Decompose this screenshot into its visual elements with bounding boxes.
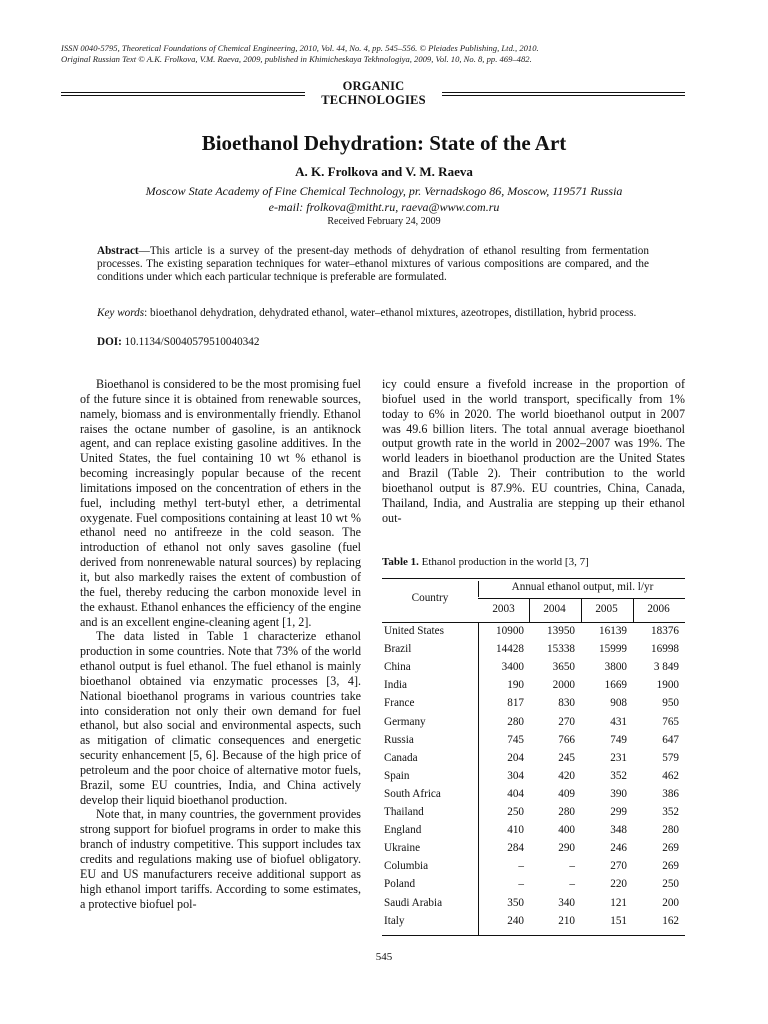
country-cell: France bbox=[384, 697, 415, 710]
table-row bbox=[382, 679, 685, 697]
value-cell: 16139 bbox=[599, 625, 627, 637]
value-cell: 404 bbox=[507, 787, 524, 800]
value-cell: 299 bbox=[610, 806, 627, 818]
section-header bbox=[61, 79, 685, 109]
section-title-line1: ORGANIC bbox=[342, 79, 405, 93]
value-cell: 204 bbox=[507, 751, 524, 764]
table-row bbox=[382, 860, 685, 878]
issn-line: ISSN 0040-5795, Theoretical Foundations of Chemical Engineering, 2010, Vol. 44, No. 4, pp. 545–556. © Pleiades Publishing, Ltd., 2010. bbox=[61, 43, 539, 53]
value-cell: 352 bbox=[610, 769, 627, 782]
value-cell: 245 bbox=[558, 751, 575, 764]
value-cell: 745 bbox=[507, 733, 524, 746]
value-cell: – bbox=[569, 878, 575, 891]
table-row bbox=[382, 824, 685, 842]
country-cell: Saudi Arabia bbox=[384, 896, 443, 909]
value-cell: 3400 bbox=[501, 661, 524, 674]
value-cell: 462 bbox=[662, 769, 679, 782]
country-cell: England bbox=[384, 824, 422, 837]
country-cell: Thailand bbox=[384, 806, 424, 818]
value-cell: 13950 bbox=[547, 625, 575, 637]
abstract-text: —This article is a survey of the present-day methods of dehydration of ethanol resulting from fermentation processes. The existing separation techniques for water–ethanol mixtures of various compositions are compared, and the conditions under which each particular technique is preferable are formulated. bbox=[97, 245, 649, 283]
table-row bbox=[382, 625, 685, 643]
table-caption-text: Ethanol production in the world [3, 7] bbox=[418, 556, 589, 568]
value-cell: 431 bbox=[610, 715, 627, 728]
table-row bbox=[382, 643, 685, 661]
value-cell: 200 bbox=[662, 896, 679, 909]
value-cell: 15338 bbox=[547, 643, 575, 656]
value-cell: 765 bbox=[662, 715, 679, 728]
value-cell: 409 bbox=[558, 787, 575, 800]
country-cell: South Africa bbox=[384, 787, 441, 800]
doi bbox=[97, 336, 259, 348]
country-cell: Brazil bbox=[384, 643, 412, 656]
keywords-label: Key words bbox=[97, 307, 145, 319]
value-cell: 246 bbox=[610, 842, 627, 855]
value-cell: 210 bbox=[558, 914, 575, 927]
value-cell: 420 bbox=[558, 769, 575, 782]
value-cell: 16998 bbox=[651, 643, 679, 656]
value-cell: 3800 bbox=[604, 661, 627, 674]
country-column-divider bbox=[478, 622, 479, 935]
table-row bbox=[382, 770, 685, 788]
value-cell: 3 849 bbox=[653, 661, 679, 674]
value-cell: 579 bbox=[662, 751, 679, 764]
value-cell: – bbox=[518, 860, 524, 873]
table-row bbox=[382, 752, 685, 770]
country-cell: Poland bbox=[384, 878, 416, 891]
value-cell: 817 bbox=[507, 697, 524, 710]
value-cell: 1900 bbox=[656, 679, 679, 692]
value-cell: 270 bbox=[610, 860, 627, 873]
value-cell: 340 bbox=[558, 896, 575, 909]
country-column-header: Country bbox=[411, 592, 449, 604]
value-cell: 250 bbox=[662, 878, 679, 891]
year-header: 2005 bbox=[595, 603, 618, 615]
email-line: e-mail: frolkova@mitht.ru, raeva@www.com.ru bbox=[268, 200, 500, 214]
table-label: Table 1. bbox=[382, 556, 419, 568]
country-cell: Canada bbox=[384, 751, 418, 764]
value-cell: 284 bbox=[507, 842, 524, 855]
value-cell: 290 bbox=[558, 842, 575, 855]
value-cell: 3650 bbox=[552, 661, 575, 674]
value-cell: 908 bbox=[610, 697, 627, 710]
original-text-line: Original Russian Text © A.K. Frolkova, V.M. Raeva, 2009, published in Khimicheskaya Tekhnologiya, 2009, Vol. 10, No. 8, pp. 469–482. bbox=[61, 54, 532, 64]
abstract bbox=[97, 245, 649, 284]
value-cell: 18376 bbox=[651, 625, 679, 637]
value-cell: 386 bbox=[662, 787, 679, 800]
country-cell: Columbia bbox=[384, 860, 429, 873]
value-cell: 250 bbox=[507, 806, 524, 818]
table-header-rule bbox=[382, 622, 685, 623]
table-row bbox=[382, 897, 685, 915]
keywords bbox=[97, 307, 657, 320]
country-cell: United States bbox=[384, 625, 444, 637]
year-column-divider bbox=[581, 598, 582, 622]
value-cell: 270 bbox=[558, 715, 575, 728]
value-cell: 151 bbox=[610, 914, 627, 927]
table-caption bbox=[382, 556, 589, 568]
table-row bbox=[382, 806, 685, 824]
country-cell: China bbox=[384, 661, 411, 674]
paragraph: The data listed in Table 1 characterize ethanol production in some countries. Note that 73% of the world ethanol output is fuel ethanol. The fuel ethanol is mainly bioethanol obtained via enzymatic processes [3, 4]. National bioethanol programs in various countries take into consideration not only their own demand for fuel ethanol, but also social and environmental aspects, such as mitigation of climatic consequences and energetic security enhancement [5, 6]. Because of the high price of petroleum and the poor choice of alternative motor fuels, Brazil, some EU countries, India, and China actively develop their liquid bioethanol production. bbox=[80, 629, 361, 807]
doi-label: DOI: bbox=[97, 336, 122, 348]
value-cell: 647 bbox=[662, 733, 679, 746]
table-bottom-rule bbox=[382, 935, 685, 936]
value-cell: 269 bbox=[662, 842, 679, 855]
paragraph: Bioethanol is considered to be the most promising fuel of the future since it is obtained from renewable sources, namely, biomass and is environmentally friendly. Ethanol raises the octane number of gasoline, is an antiknock agent, and can replace existing gasoline additives. In the United States, the fuel containing 10 wt % ethanol is becoming increasingly popular because of the recent limitations imposed on the concentration of ethers in the fuel, including methyl tert-butyl ether, a detrimental oxygenate. Fuel compositions containing at least 10 wt % ethanol need no antifreeze in the cold season. The introduction of ethanol not only saves gasoline (fuel derived from nonrenewable natural sources) by replacing it, but also markedly raises the extent of combustion of the fuel, thereby reducing the carbon monoxide level in the exhaust. Ethanol enhances the efficiency of the engine and is an excellent engine-cleaning agent [1, 2]. bbox=[80, 377, 361, 629]
body-column-right bbox=[382, 377, 685, 525]
section-rule-right bbox=[442, 92, 685, 96]
article-authors: A. K. Frolkova and V. M. Raeva bbox=[295, 164, 473, 179]
value-cell: 269 bbox=[662, 860, 679, 873]
keywords-text: : bioethanol dehydration, dehydrated ethanol, water–ethanol mixtures, azeotropes, distillation, hybrid process. bbox=[144, 307, 637, 319]
page-number: 545 bbox=[375, 951, 393, 963]
country-cell: Italy bbox=[384, 914, 405, 927]
year-header: 2003 bbox=[492, 603, 515, 615]
value-cell: 410 bbox=[507, 824, 524, 837]
value-cell: 2000 bbox=[552, 679, 575, 692]
value-cell: 240 bbox=[507, 914, 524, 927]
table-row bbox=[382, 716, 685, 734]
year-column-divider bbox=[633, 598, 634, 622]
value-cell: 190 bbox=[507, 679, 524, 692]
country-cell: Russia bbox=[384, 733, 414, 746]
value-cell: 121 bbox=[610, 896, 627, 909]
doi-value: 10.1134/S0040579510040342 bbox=[121, 336, 260, 348]
country-cell: Spain bbox=[384, 769, 410, 782]
year-header: 2006 bbox=[647, 603, 670, 615]
article-title: Bioethanol Dehydration: State of the Art bbox=[201, 131, 567, 155]
value-cell: 830 bbox=[558, 697, 575, 710]
affiliation-block bbox=[0, 183, 768, 215]
paragraph: Note that, in many countries, the government provides strong support for biofuel programs in order to make this branch of industry competitive. This support includes tax credits and regulations making use of biofuel obligatory. EU and US manufacturers receive additional support as high ethanol import tariffs. According to some estimates, a protective biofuel pol- bbox=[80, 807, 361, 911]
value-cell: 1669 bbox=[604, 679, 627, 692]
country-cell: Ukraine bbox=[384, 842, 421, 855]
country-cell: India bbox=[384, 679, 407, 692]
value-cell: 766 bbox=[558, 733, 575, 746]
value-cell: 304 bbox=[507, 769, 524, 782]
value-cell: 950 bbox=[662, 697, 679, 710]
table-row bbox=[382, 915, 685, 933]
paragraph: icy could ensure a fivefold increase in the proportion of biofuel used in the world transport, specifically from 1% today to 6% in 2020. The world bioethanol output in 2007 was 49.6 billion liters. The total annual average bioethanol output growth rate in the world in 2002–2007 was 19%. The world leaders in bioethanol production are the United States and Brazil (Table 2). Their contribution to the world bioethanol output is 87.9%. EU countries, China, Canada, Thailand, India, and Australia are stepping up their ethanol out- bbox=[382, 377, 685, 525]
table-row bbox=[382, 661, 685, 679]
value-cell: 390 bbox=[610, 787, 627, 800]
year-column-divider bbox=[529, 598, 530, 622]
country-cell: Germany bbox=[384, 715, 426, 728]
value-cell: 231 bbox=[610, 751, 627, 764]
value-cell: 350 bbox=[507, 896, 524, 909]
value-cell: – bbox=[569, 860, 575, 873]
table-row bbox=[382, 788, 685, 806]
value-cell: 749 bbox=[610, 733, 627, 746]
section-title-line2: TECHNOLOGIES bbox=[321, 93, 426, 107]
section-rule-left bbox=[61, 92, 305, 96]
value-cell: 15999 bbox=[599, 643, 627, 656]
value-cell: 280 bbox=[558, 806, 575, 818]
value-cell: 280 bbox=[507, 715, 524, 728]
table-row bbox=[382, 734, 685, 752]
table-row bbox=[382, 697, 685, 715]
value-cell: – bbox=[518, 878, 524, 891]
journal-meta bbox=[61, 43, 539, 65]
body-column-left bbox=[80, 377, 361, 911]
received-date: Received February 24, 2009 bbox=[327, 216, 441, 227]
year-header: 2004 bbox=[543, 603, 566, 615]
value-cell: 348 bbox=[610, 824, 627, 837]
section-title bbox=[305, 79, 442, 107]
affiliation: Moscow State Academy of Fine Chemical Technology, pr. Vernadskogo 86, Moscow, 119571 Russia bbox=[145, 184, 623, 198]
value-cell: 400 bbox=[558, 824, 575, 837]
value-cell: 220 bbox=[610, 878, 627, 891]
table-row bbox=[382, 842, 685, 860]
value-cell: 352 bbox=[662, 806, 679, 818]
annual-output-header: Annual ethanol output, mil. l/yr bbox=[478, 581, 686, 597]
table-row bbox=[382, 878, 685, 896]
value-cell: 162 bbox=[662, 914, 679, 927]
value-cell: 280 bbox=[662, 824, 679, 837]
abstract-label: Abstract bbox=[97, 245, 139, 257]
value-cell: 10900 bbox=[496, 625, 524, 637]
value-cell: 14428 bbox=[496, 643, 524, 656]
table-top-rule bbox=[382, 578, 685, 579]
